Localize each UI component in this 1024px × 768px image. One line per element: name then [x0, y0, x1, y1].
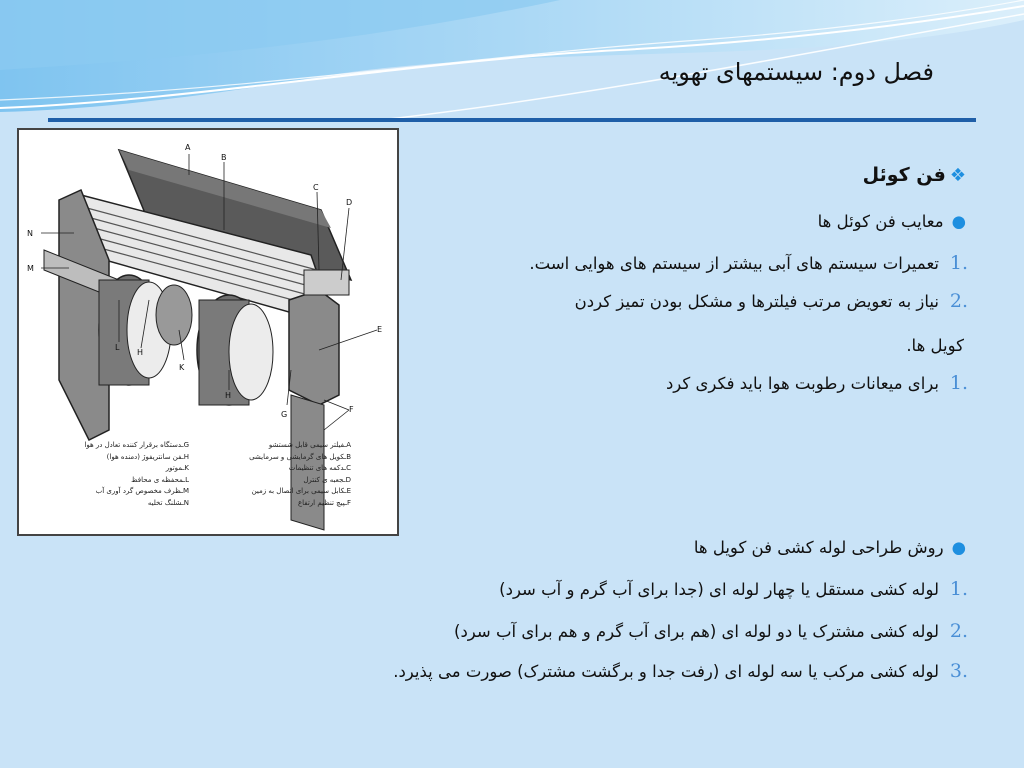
slide-title: فصل دوم: سیستمهای تهویه [658, 58, 934, 86]
legend-item: Lـمحفظه ی محافظ [131, 475, 189, 484]
svg-text:H: H [137, 348, 144, 357]
svg-text:A: A [185, 143, 191, 152]
legend-item: Fـپیچ تنظیم ارتفاع [298, 498, 351, 507]
legend-item: Mـظرف مخصوص گرد آوری آب [95, 487, 189, 496]
svg-text:C: C [313, 183, 319, 192]
svg-text:G: G [281, 410, 288, 419]
list-item: برای میعانات رطوبت هوا باید فکری کرد [665, 374, 939, 393]
list-item: لوله کشی مرکب یا سه لوله ای (رفت جدا و برگشت مشترک) صورت می پذیرد. [393, 662, 939, 681]
svg-text:N: N [27, 229, 33, 238]
list-number: 2. [949, 620, 968, 642]
disadvantages-title: ●معایب فن کوئل ها [817, 212, 966, 231]
legend-item: Gـدستگاه برقرار کننده تعادل در هوا [84, 441, 189, 449]
svg-text:L: L [115, 343, 120, 352]
piping-title: ●روش طراحی لوله کشی فن کویل ها [693, 538, 966, 557]
list-number: 1. [949, 578, 968, 600]
svg-text:H: H [225, 391, 232, 400]
svg-text:E: E [377, 325, 383, 334]
list-number: 1. [949, 372, 968, 394]
list-number: 2. [949, 290, 968, 312]
section-heading: ❖فن کوئل [862, 164, 966, 186]
figure-legend-left [59, 440, 189, 510]
svg-text:K: K [179, 363, 185, 372]
legend-item: Kـموتور [165, 464, 189, 473]
list-item: لوله کشی مستقل یا چهار لوله ای (جدا برای آب گرم و آب سرد) [499, 580, 939, 599]
list-item: لوله کشی مشترک یا دو لوله ای (هم برای آب گرم و هم برای آب سرد) [454, 622, 939, 641]
title-divider [48, 118, 976, 122]
fan-coil-illustration [17, 128, 399, 536]
list-number: 3. [949, 660, 968, 682]
legend-item: Aـفیلتر سیمی قابل شستشو [268, 441, 351, 449]
dot-bullet-icon: ● [951, 538, 966, 557]
legend-item: Hـفن سانتریفوژ (دمنده هوا) [106, 452, 189, 461]
list-number: 1. [949, 252, 968, 274]
legend-item: Dـجعبه ی کنترل [303, 475, 351, 484]
list-item: نیاز به تعویض مرتب فیلترها و مشکل بودن تمیز کردن [574, 292, 939, 311]
svg-text:F: F [349, 405, 354, 414]
svg-text:B: B [221, 153, 227, 162]
legend-item: Nـشلنگ تخلیه [147, 498, 189, 507]
legend-item: Bـکویل های گرمایشی و سرمایشی [249, 452, 351, 461]
diamond-bullet-icon: ❖ [949, 165, 966, 186]
list-item-continuation: کویل ها. [906, 336, 964, 355]
dot-bullet-icon: ● [951, 212, 966, 231]
list-item: تعمیرات سیستم های آبی بیشتر از سیستم های هوایی است. [529, 254, 939, 273]
svg-text:D: D [346, 198, 353, 207]
svg-text:M: M [27, 264, 34, 273]
legend-item: Cـدکمه های تنظیمات [288, 464, 351, 473]
figure-legend-right [215, 440, 351, 510]
legend-item: Eـکابل سیمی برای اتصال به زمین [251, 487, 351, 496]
